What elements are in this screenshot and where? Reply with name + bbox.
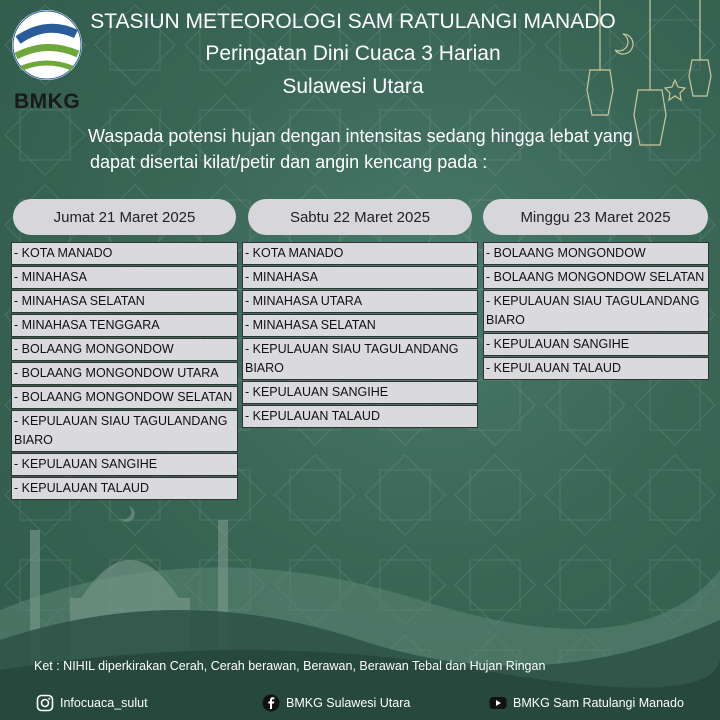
- day-header-1: Jumat 21 Maret 2025: [13, 199, 236, 235]
- area-item: - MINAHASA SELATAN: [242, 314, 478, 337]
- area-item: - MINAHASA TENGGARA: [11, 314, 238, 337]
- intro-line-2: dapat disertai kilat/petir dan angin kencang pada :: [90, 152, 488, 172]
- logo-text: BMKG: [14, 90, 81, 113]
- area-item: - KEPULAUAN SANGIHE: [483, 333, 709, 356]
- youtube-icon: [489, 694, 507, 712]
- instagram-link[interactable]: [36, 694, 148, 712]
- area-item: - KEPULAUAN SANGIHE: [242, 381, 478, 404]
- day-header-2: Sabtu 22 Maret 2025: [248, 199, 472, 235]
- area-item: - MINAHASA: [242, 266, 478, 289]
- day-1-area-list: [11, 242, 238, 501]
- area-item: - MINAHASA SELATAN: [11, 290, 238, 313]
- day-header-3: Minggu 23 Maret 2025: [483, 199, 708, 235]
- area-item: - KEPULAUAN SIAU TAGULANDANG BIARO: [11, 410, 238, 452]
- area-item: - BOLAANG MONGONDOW SELATAN: [483, 266, 709, 289]
- mosque-silhouette: [0, 490, 720, 720]
- area-item: - KEPULAUAN SIAU TAGULANDANG BIARO: [483, 290, 709, 332]
- area-item: - KEPULAUAN SANGIHE: [11, 453, 238, 476]
- youtube-channel: BMKG Sam Ratulangi Manado: [513, 696, 684, 710]
- area-item: - KOTA MANADO: [11, 242, 238, 265]
- area-item: - MINAHASA: [11, 266, 238, 289]
- area-item: - KEPULAUAN SIAU TAGULANDANG BIARO: [242, 338, 478, 380]
- area-item: - KEPULAUAN TALAUD: [242, 405, 478, 428]
- warning-subtitle: Peringatan Dini Cuaca 3 Harian: [205, 42, 501, 65]
- area-item: - BOLAANG MONGONDOW SELATAN: [11, 386, 238, 409]
- youtube-link[interactable]: [489, 694, 684, 712]
- area-item: - KOTA MANADO: [242, 242, 478, 265]
- facebook-page: BMKG Sulawesi Utara: [286, 696, 411, 710]
- instagram-handle: Infocuaca_sulut: [60, 696, 148, 710]
- instagram-icon: [36, 694, 54, 712]
- facebook-icon: [262, 694, 280, 712]
- day-3-area-list: [483, 242, 709, 381]
- facebook-link[interactable]: [262, 694, 410, 712]
- region-title: Sulawesi Utara: [282, 75, 424, 98]
- area-item: - BOLAANG MONGONDOW: [11, 338, 238, 361]
- station-title: STASIUN METEOROLOGI SAM RATULANGI MANADO: [90, 10, 616, 33]
- warning-intro: [88, 123, 654, 175]
- day-2-area-list: [242, 242, 478, 429]
- area-item: - BOLAANG MONGONDOW: [483, 242, 709, 265]
- intro-line-1: Waspada potensi hujan dengan intensitas sedang hingga lebat yang: [88, 126, 633, 146]
- area-item: - MINAHASA UTARA: [242, 290, 478, 313]
- area-item: - KEPULAUAN TALAUD: [483, 357, 709, 380]
- area-item: - KEPULAUAN TALAUD: [11, 477, 238, 500]
- area-item: - BOLAANG MONGONDOW UTARA: [11, 362, 238, 385]
- legend-footnote: Ket : NIHIL diperkirakan Cerah, Cerah berawan, Berawan, Berawan Tebal dan Hujan Ringan: [34, 659, 546, 673]
